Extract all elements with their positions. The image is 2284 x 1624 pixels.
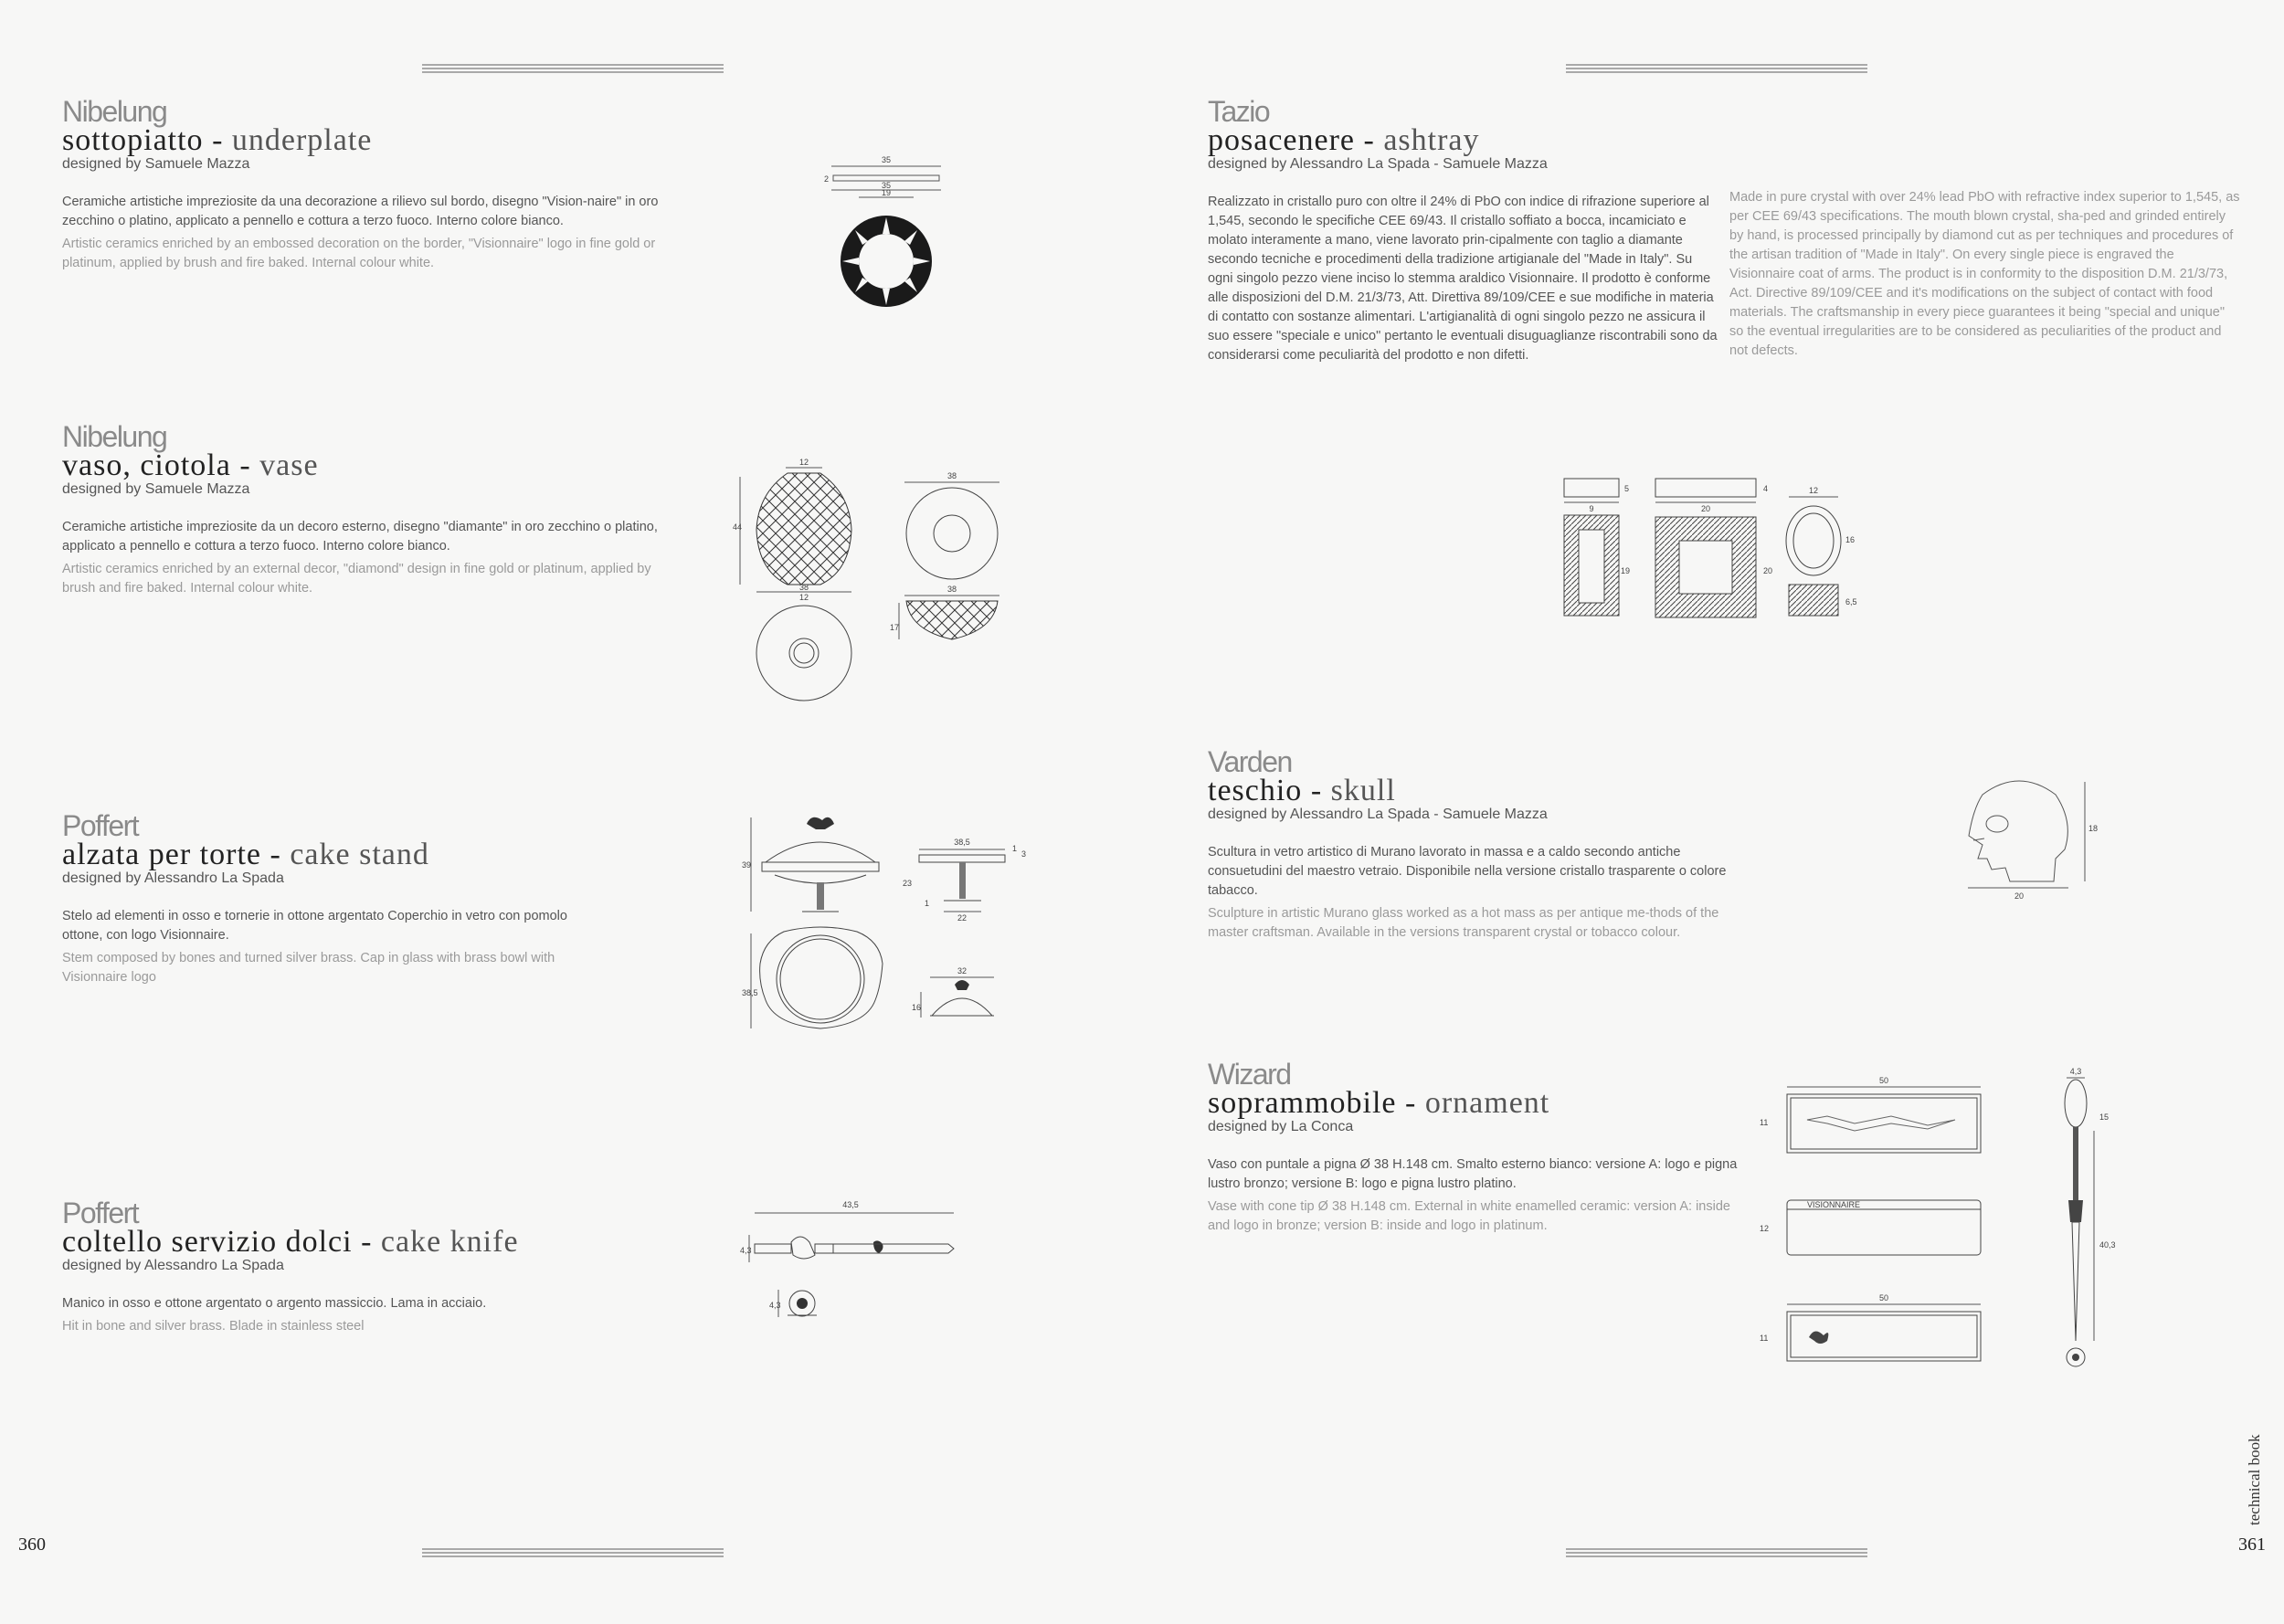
designer: designed by Alessandro La Spada: [62, 870, 284, 886]
dim-label: 32: [957, 966, 968, 975]
title-english: vase: [259, 448, 319, 482]
dim-label: 20: [1763, 566, 1773, 575]
product-tazio-ashtray: [1208, 97, 1719, 365]
dim-label: 19: [881, 188, 892, 197]
dim-label: 4: [1763, 484, 1769, 493]
dim-label: 16: [1845, 535, 1856, 544]
dim-label: 43,5: [842, 1200, 859, 1209]
product-poffert-cake-knife: [62, 1198, 574, 1336]
product-name: Poffert: [62, 1197, 139, 1229]
page-number-left: 360: [18, 1534, 46, 1555]
description-italian: Stelo ad elementi in osso e tornerie in ottone argentato Coperchio in vetro con pomolo ottone, con logo Visionnaire.: [62, 909, 567, 943]
title-english: ashtray: [1383, 123, 1480, 157]
bottom-rule-left: [422, 1548, 724, 1561]
dim-label: 5: [1624, 484, 1630, 493]
dim-label: 1: [1012, 844, 1018, 853]
dim-label: 6,5: [1845, 597, 1857, 606]
dim-label: 12: [798, 458, 809, 467]
product-name: Nibelung: [62, 420, 167, 453]
dim-label: 9: [1589, 504, 1594, 513]
dim-label: 18: [2088, 824, 2099, 833]
title-separator: -: [270, 838, 281, 871]
designer: designed by Samuele Mazza: [62, 481, 250, 497]
description-italian: Vaso con puntale a pigna Ø 38 H.148 cm. Smalto esterno bianco: versione A: logo e pigna lustro bronzo; versione B: logo e pigna lustro platino.: [1208, 1157, 1738, 1191]
product-title: [62, 1225, 574, 1259]
dim-label: 11: [1760, 1334, 1769, 1343]
description-english: Artistic ceramics enriched by an embossed decoration on the border, "Visionnaire" logo in fine gold or platinum, applied by brush and fire baked. Internal colour white.: [62, 237, 656, 270]
skull-drawing: [1955, 767, 2099, 904]
dim-label: 4,3: [769, 1301, 781, 1310]
product-varden-skull: [1208, 747, 1738, 943]
product-name: Tazio: [1208, 95, 1270, 128]
dim-label: 17: [890, 623, 900, 632]
product-nibelung-underplate: [62, 97, 665, 273]
ashtray-drawing: [1560, 475, 1871, 639]
right-page: [1142, 0, 2284, 1624]
dim-label: 12: [798, 593, 809, 602]
product-name: Poffert: [62, 809, 139, 842]
bottom-rule-right: [1566, 1548, 1867, 1561]
product-nibelung-vase: [62, 422, 683, 598]
vase-drawing: [731, 457, 1023, 712]
product-name: Nibelung: [62, 95, 167, 128]
dim-label: 15: [2099, 1113, 2110, 1122]
designer: designed by Samuele Mazza: [62, 156, 250, 172]
top-rule-left: [422, 64, 724, 77]
product-wizard-ornament: [1208, 1060, 1738, 1236]
title-separator: -: [1310, 774, 1323, 807]
cake-stand-drawing: [738, 804, 1058, 1041]
title-english: underplate: [231, 123, 373, 157]
title-separator: -: [1405, 1086, 1417, 1120]
side-label: [2246, 1434, 2264, 1525]
dim-label: 12: [1760, 1224, 1770, 1233]
dim-label: 4,3: [2069, 1067, 2082, 1076]
dim-label: 20: [2014, 891, 2025, 901]
cake-knife-drawing: [736, 1198, 974, 1326]
description-italian: Realizzato in cristallo puro con oltre il 24% di PbO con indice di rifrazione superiore al 1,545, secondo le specifiche CEE 69/43. Il cristallo soffiato a bocca, incamiciato e molato interamente a mano, viene lavorato prin-cipalmente con taglio a diamante secondo tecniche e procedimenti della tradizione artigianale del "Made in Italy". Su ogni singolo pezzo viene inciso lo stemma araldico Visionnaire. Il prodotto è conforme alle disposizioni del D.M. 21/3/73, Att. Direttiva 89/109/CEE e sue modifiche in materia di contatto con sostanze alimentari. L'artigianalità di ogni singolo pezzo ne assicura il suo essere "speciale e unico" pertanto le eventuali disuguaglianze riscontrabili sono da considerarsi come peculiarità del prodotto e non difetti.: [1208, 195, 1718, 363]
dim-label: 50: [1878, 1293, 1889, 1302]
ornament-drawing: [1754, 1067, 2138, 1377]
description-italian: Ceramiche artistiche impreziosite da un decoro esterno, disegno "diamante" in oro zecchino o platino, applicato a pennello e cottura a terzo fuoco. Interno colore bianco.: [62, 520, 658, 554]
description-english: Artistic ceramics enriched by an external decor, "diamond" design in fine gold or platinum, applied by brush and fire baked. Internal colour white.: [62, 562, 651, 596]
dim-label: 11: [1760, 1118, 1769, 1127]
description-italian: Scultura in vetro artistico di Murano lavorato in massa e a caldo secondo antiche consuetudini del maestro vetraio. Disponibile nella versione cristallo trasparente o colore tabacco.: [1208, 845, 1727, 898]
dim-label: 16: [912, 1003, 922, 1012]
title-italian: vaso, ciotola: [62, 448, 231, 482]
dim-label: 20: [1700, 504, 1711, 513]
designer: designed by Alessandro La Spada: [62, 1258, 284, 1273]
title-italian: soprammobile: [1208, 1086, 1397, 1120]
dim-label: 38: [946, 471, 957, 480]
designer: designed by Alessandro La Spada - Samuele Mazza: [1208, 156, 1548, 172]
dim-label: 4,3: [740, 1246, 752, 1255]
page-number-right: 361: [2238, 1534, 2266, 1555]
description-english: Stem composed by bones and turned silver brass. Cap in glass with brass bowl with Visionnaire logo: [62, 951, 555, 985]
description-english: Vase with cone tip Ø 38 H.148 cm. External in white enamelled ceramic: version A: inside and logo in bronze; version B: inside and logo in platinum.: [1208, 1199, 1730, 1233]
title-english: ornament: [1424, 1086, 1550, 1120]
title-english: skull: [1330, 774, 1396, 807]
title-italian: coltello servizio dolci: [62, 1225, 353, 1259]
underplate-drawing: [822, 153, 950, 318]
box-label: VISIONNAIRE: [1807, 1200, 1861, 1209]
description-english: Made in pure crystal with over 24% lead PbO with refractive index superior to 1,545, as per CEE 69/43 specifications. The mouth blown crystal, sha-ped and grinded entirely by hand, is processed principally by diamond cut as per techniques and procedures of the artisan tradition of "Made in Italy". On every single piece is engraved the Visionnaire coat of arms. The product is in conformity to the disposition D.M. 21/3/73, Act. Directive 89/109/CEE and it's modifications on the subject of contact with food materials. The craftsmanship in every piece guarantees it being "special and unique" so the eventual irregularities are to be considered as peculiarities of the product and not defects.: [1729, 190, 2240, 358]
dim-label: 38: [798, 583, 809, 592]
title-italian: teschio: [1208, 774, 1303, 807]
description-english: Sculpture in artistic Murano glass worked as a hot mass as per antique me-thods of the master craftsman. Available in the versions transparent crystal or tobacco colour.: [1208, 906, 1719, 940]
product-title: [62, 123, 665, 157]
product-name: Varden: [1208, 745, 1292, 778]
description-italian: Manico in osso e ottone argentato o argento massiccio. Lama in acciaio.: [62, 1296, 487, 1311]
title-separator: -: [361, 1225, 373, 1259]
title-english: cake knife: [380, 1225, 519, 1259]
top-rule-right: [1566, 64, 1867, 77]
dim-label: 2: [824, 174, 830, 184]
dim-label: 38: [946, 585, 957, 594]
dim-label: 3: [1021, 849, 1027, 859]
product-title: [62, 840, 574, 870]
dim-label: 22: [957, 913, 968, 923]
product-title: [1208, 776, 1738, 806]
title-italian: posacenere: [1208, 123, 1356, 157]
dim-label: 39: [742, 860, 752, 870]
dim-label: 1: [925, 899, 930, 908]
dim-label: 50: [1878, 1076, 1889, 1085]
title-separator: -: [212, 123, 224, 157]
dim-label: 38,5: [954, 838, 970, 847]
dim-label: 12: [1808, 486, 1819, 495]
title-separator: -: [1363, 123, 1375, 157]
description-italian: Ceramiche artistiche impreziosite da una decorazione a rilievo sul bordo, disegno "Vision-naire" in oro zecchino o platino, applicato a pennello e cottura a terzo fuoco. Interno colore bianco.: [62, 195, 659, 228]
dim-label: 38,5: [742, 988, 758, 997]
title-italian: alzata per torte: [62, 838, 261, 871]
product-title: [62, 448, 683, 482]
dim-label: 19: [1621, 566, 1631, 575]
designer: designed by La Conca: [1208, 1119, 1354, 1134]
dim-label: 35: [881, 155, 892, 164]
product-title: [1208, 1086, 1738, 1120]
dim-label: 44: [733, 522, 743, 532]
dim-label: 40,3: [2099, 1240, 2116, 1250]
title-separator: -: [239, 448, 251, 482]
dim-label: 35: [881, 181, 892, 190]
designer: designed by Alessandro La Spada - Samuele Mazza: [1208, 807, 1548, 822]
title-english: cake stand: [290, 838, 429, 871]
description-english: Hit in bone and silver brass. Blade in stainless steel: [62, 1319, 365, 1334]
side-label-text: technical book: [2246, 1434, 2263, 1525]
title-italian: sottopiatto: [62, 123, 204, 157]
product-name: Wizard: [1208, 1058, 1291, 1091]
dim-label: 23: [903, 879, 913, 888]
product-poffert-cake-stand: [62, 811, 574, 987]
product-title: [1208, 123, 1719, 157]
